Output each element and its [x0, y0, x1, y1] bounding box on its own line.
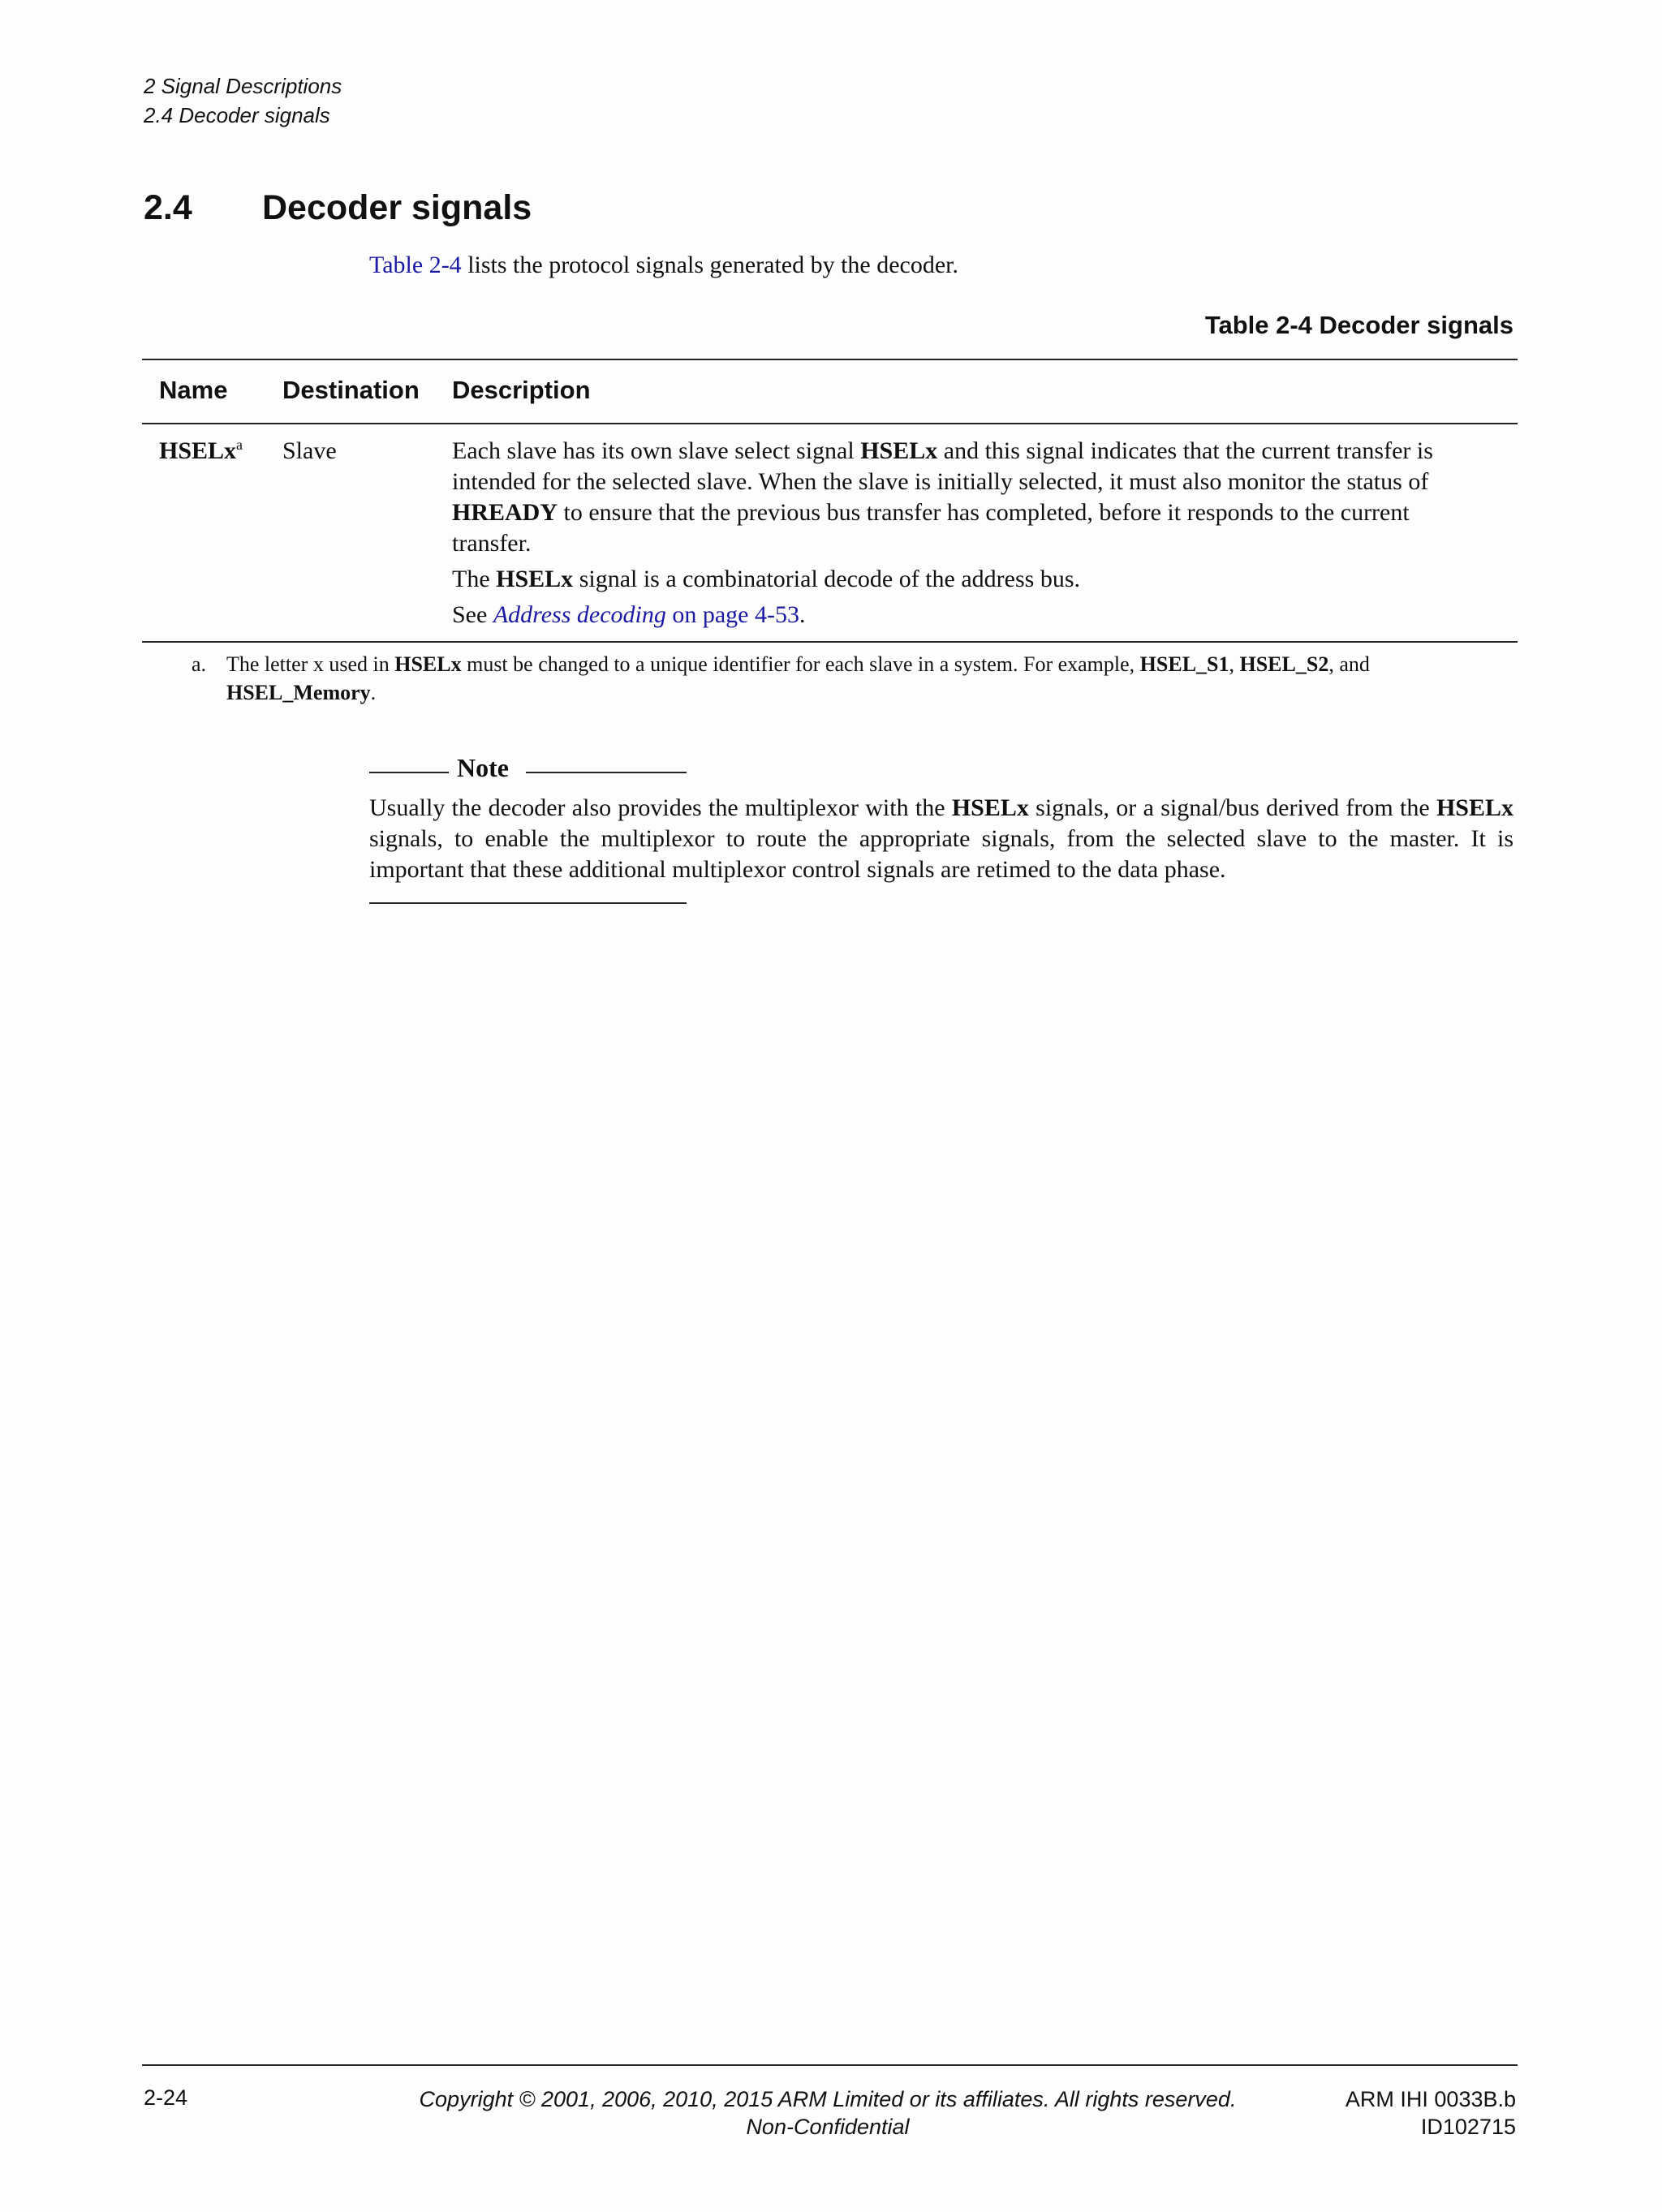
column-header-description: Description: [452, 376, 591, 404]
description-paragraph-3: See Address decoding on page 4-53.: [452, 601, 806, 628]
running-header-chapter: 2 Signal Descriptions: [144, 74, 342, 98]
document-id: [1346, 2085, 1516, 2141]
intro-text: lists the protocol signals generated by the decoder.: [461, 252, 959, 278]
running-header-section: 2.4 Decoder signals: [144, 103, 330, 127]
section-title: Decoder signals: [262, 188, 532, 227]
note-body: Usually the decoder also provides the multiplexor with the HSELx signals, or a signal/bus derived from the HSELx signals, to enable the multiplexor to route the appropriate signals, from the selected slave to the master. It is important that these additional multiplexor control signals are retimed to the data phase.: [369, 794, 1514, 883]
table-cell-description: [452, 436, 1466, 630]
footnote-text: The letter x used in HSELx must be changed to a unique identifier for each slave in a system. For example, HSEL_S1, HSEL_S2, and HSEL_Memory.: [226, 652, 1370, 704]
table-caption: Table 2-4 Decoder signals: [1204, 311, 1513, 339]
footnote-mark: a.: [192, 652, 207, 676]
running-header: [144, 71, 342, 130]
table-header-rule: [142, 423, 1518, 424]
table-bottom-rule: [142, 641, 1518, 643]
document-number: ARM IHI 0033B.b: [1345, 2087, 1516, 2111]
footnote-ref[interactable]: a: [236, 437, 243, 453]
table-cell-name: [159, 436, 243, 467]
footer-copyright: [381, 2085, 1274, 2141]
footer-rule: [142, 2064, 1518, 2066]
table-footnote: [192, 650, 1450, 707]
document-revision-id: ID102715: [1420, 2115, 1516, 2139]
note-rule-right: [526, 772, 687, 773]
section-number: 2.4: [144, 188, 192, 227]
description-paragraph-2: The HSELx signal is a combinatorial decode of the address bus.: [452, 566, 1081, 592]
copyright-text: Copyright © 2001, 2006, 2010, 2015 ARM Limited or its affiliates. All rights reserved.: [419, 2087, 1237, 2111]
description-paragraph-1: Each slave has its own slave select signal HSELx and this signal indicates that the current transfer is intended for the selected slave. When the slave is initially selected, it must also monitor the status of HREADY to ensure that the previous bus transfer has completed, before it responds to the current transfer.: [452, 437, 1433, 557]
note-end-rule: [369, 902, 687, 904]
intro-paragraph: [369, 252, 958, 279]
column-header-destination: Destination: [282, 376, 420, 404]
table-cell-destination: Slave: [282, 437, 337, 464]
column-header-name: Name: [159, 376, 228, 404]
address-decoding-link[interactable]: Address decoding on page 4-53: [493, 601, 799, 628]
note-heading: Note: [457, 753, 509, 782]
page-number: 2-24: [144, 2085, 188, 2110]
note-rule-left: [369, 772, 449, 773]
table-link[interactable]: Table 2-4: [369, 252, 462, 278]
table-top-rule: [142, 359, 1518, 360]
signal-name: HSELx: [159, 437, 237, 464]
confidentiality-text: Non-Confidential: [746, 2115, 910, 2139]
